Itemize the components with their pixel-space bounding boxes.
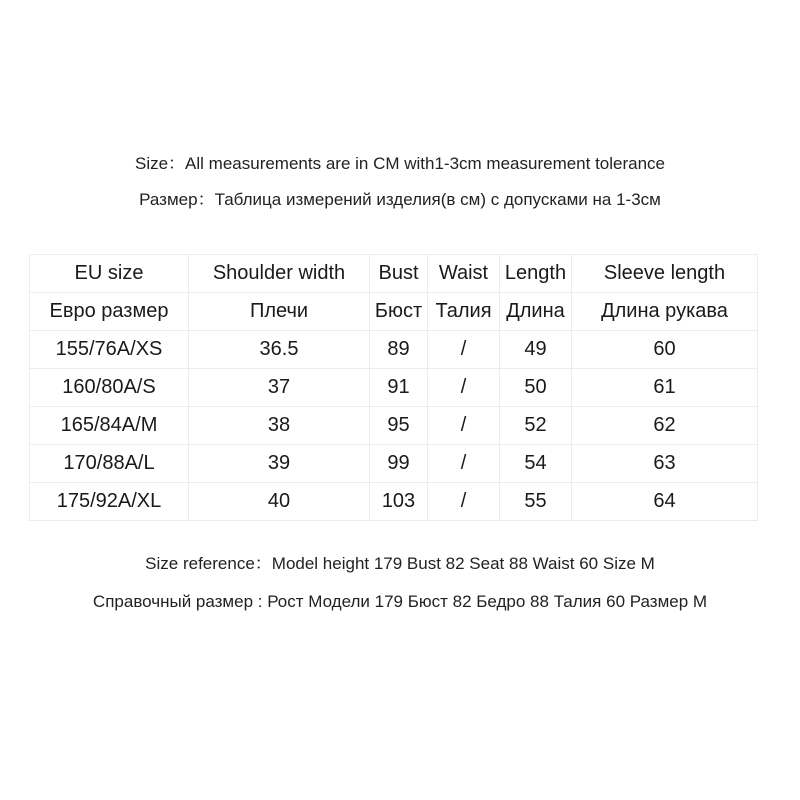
table-cell-waist: / (428, 369, 500, 407)
table-cell-sleeve: 63 (572, 445, 758, 483)
header-cell-sleeve-length-ru: Длина рукава (572, 293, 758, 331)
size-chart-table (29, 254, 758, 521)
header-cell-waist: Waist (428, 255, 500, 293)
table-cell-shoulder: 39 (189, 445, 370, 483)
table-cell-length: 55 (500, 483, 572, 521)
table-cell-size: 175/92A/XL (30, 483, 189, 521)
measurement-note-english: Size：All measurements are in CM with1-3cm measurement tolerance (134, 154, 666, 173)
header-cell-bust: Bust (370, 255, 428, 293)
table-cell-size: 160/80A/S (30, 369, 189, 407)
header-cell-sleeve-length: Sleeve length (572, 255, 758, 293)
table-cell-sleeve: 60 (572, 331, 758, 369)
table-cell-waist: / (428, 331, 500, 369)
table-header-row-russian (30, 293, 758, 331)
table-row (30, 369, 758, 407)
header-cell-length: Length (500, 255, 572, 293)
header-cell-waist-ru: Талия (428, 293, 500, 331)
header-cell-eu-size-ru: Евро размер (30, 293, 189, 331)
table-cell-bust: 95 (370, 407, 428, 445)
table-row (30, 331, 758, 369)
table-cell-shoulder: 36.5 (189, 331, 370, 369)
table-cell-bust: 91 (370, 369, 428, 407)
table-cell-shoulder: 40 (189, 483, 370, 521)
table-row (30, 483, 758, 521)
table-cell-bust: 99 (370, 445, 428, 483)
table-cell-length: 50 (500, 369, 572, 407)
table-cell-size: 170/88A/L (30, 445, 189, 483)
table-cell-size: 155/76A/XS (30, 331, 189, 369)
table-cell-sleeve: 64 (572, 483, 758, 521)
table-cell-waist: / (428, 445, 500, 483)
size-reference-russian: Справочный размер : Рост Модели 179 Бюст 82 Бедро 88 Талия 60 Размер M (92, 592, 708, 611)
table-cell-shoulder: 37 (189, 369, 370, 407)
table-row (30, 445, 758, 483)
header-cell-shoulder-width: Shoulder width (189, 255, 370, 293)
header-cell-length-ru: Длина (500, 293, 572, 331)
table-row (30, 407, 758, 445)
table-cell-length: 52 (500, 407, 572, 445)
size-reference-english: Size reference：Model height 179 Bust 82 Seat 88 Waist 60 Size M (145, 554, 655, 573)
table-cell-length: 49 (500, 331, 572, 369)
table-cell-length: 54 (500, 445, 572, 483)
table-cell-size: 165/84A/M (30, 407, 189, 445)
table-header-row-english (30, 255, 758, 293)
measurement-note-russian: Размер：Таблица измерений изделия(в см) с допусками на 1-3см (139, 190, 661, 209)
header-cell-bust-ru: Бюст (370, 293, 428, 331)
table-cell-sleeve: 61 (572, 369, 758, 407)
table-cell-bust: 89 (370, 331, 428, 369)
table-cell-bust: 103 (370, 483, 428, 521)
table-cell-shoulder: 38 (189, 407, 370, 445)
header-cell-shoulder-width-ru: Плечи (189, 293, 370, 331)
table-cell-waist: / (428, 483, 500, 521)
header-cell-eu-size: EU size (30, 255, 189, 293)
table-cell-waist: / (428, 407, 500, 445)
table-cell-sleeve: 62 (572, 407, 758, 445)
